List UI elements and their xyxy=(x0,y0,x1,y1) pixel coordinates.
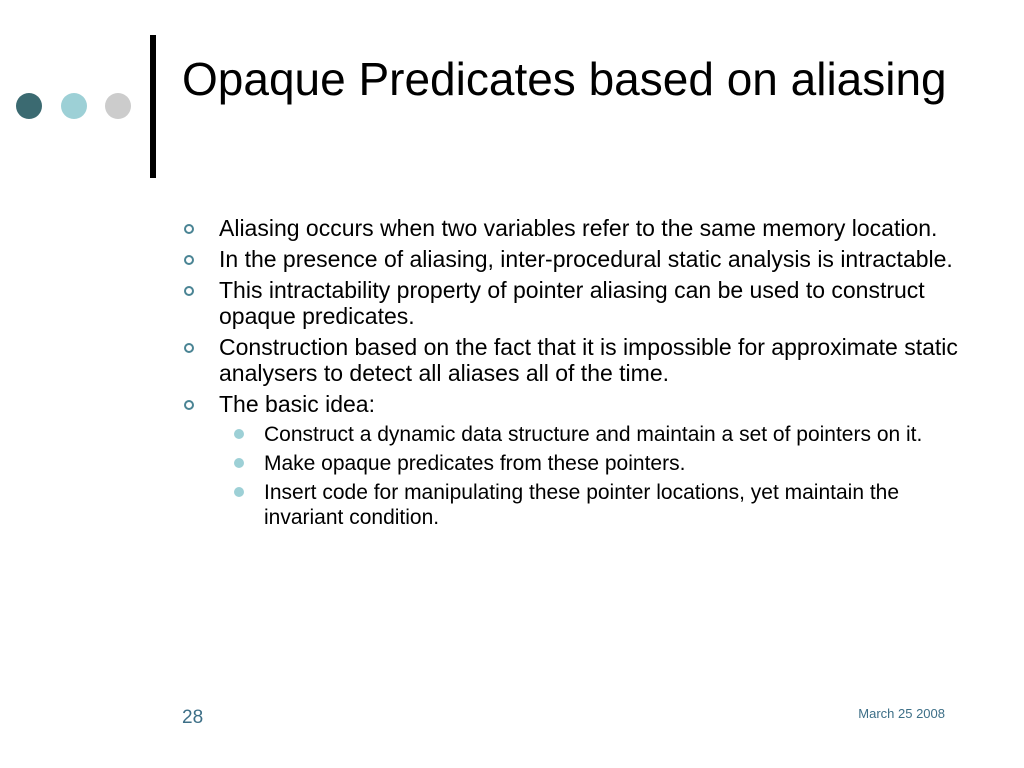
dark-teal-dot-icon xyxy=(16,93,42,119)
ring-bullet-icon xyxy=(184,400,194,410)
dot-bullet-icon xyxy=(234,458,244,468)
light-teal-dot-icon xyxy=(61,93,87,119)
slide-content xyxy=(184,215,964,535)
sub-bullet-text: Make opaque predicates from these pointers. xyxy=(264,452,686,475)
ring-bullet-icon xyxy=(184,255,194,265)
bullet-item xyxy=(184,246,964,272)
title-divider xyxy=(150,35,156,178)
sub-bullet-text: Construct a dynamic data structure and maintain a set of pointers on it. xyxy=(264,423,923,446)
bullet-text: Aliasing occurs when two variables refer to the same memory location. xyxy=(219,215,938,241)
sub-bullet-item xyxy=(219,451,964,476)
ring-bullet-icon xyxy=(184,343,194,353)
dot-bullet-icon xyxy=(234,429,244,439)
bullet-text: Construction based on the fact that it is impossible for approximate static analysers to detect all aliases all of the time. xyxy=(219,334,958,386)
sub-bullet-item xyxy=(219,480,964,530)
sub-bullet-text: Insert code for manipulating these pointer locations, yet maintain the invariant condition. xyxy=(264,481,900,529)
ring-bullet-icon xyxy=(184,224,194,234)
gray-dot-icon xyxy=(105,93,131,119)
bullet-item xyxy=(184,391,964,530)
bullet-text: In the presence of aliasing, inter-procedural static analysis is intractable. xyxy=(219,246,953,272)
slide-title: Opaque Predicates based on aliasing xyxy=(182,53,947,105)
sub-bullet-list xyxy=(219,422,964,530)
dot-bullet-icon xyxy=(234,487,244,497)
bullet-text: This intractability property of pointer aliasing can be used to construct opaque predicates. xyxy=(219,277,925,329)
bullet-list xyxy=(184,215,964,530)
decorative-dots xyxy=(16,93,132,121)
bullet-item xyxy=(184,215,964,241)
ring-bullet-icon xyxy=(184,286,194,296)
page-number: 28 xyxy=(182,707,204,728)
bullet-item xyxy=(184,277,964,329)
footer-date: March 25 2008 xyxy=(858,706,945,721)
sub-bullet-item xyxy=(219,422,964,447)
bullet-item xyxy=(184,334,964,386)
bullet-text: The basic idea: xyxy=(219,391,375,417)
